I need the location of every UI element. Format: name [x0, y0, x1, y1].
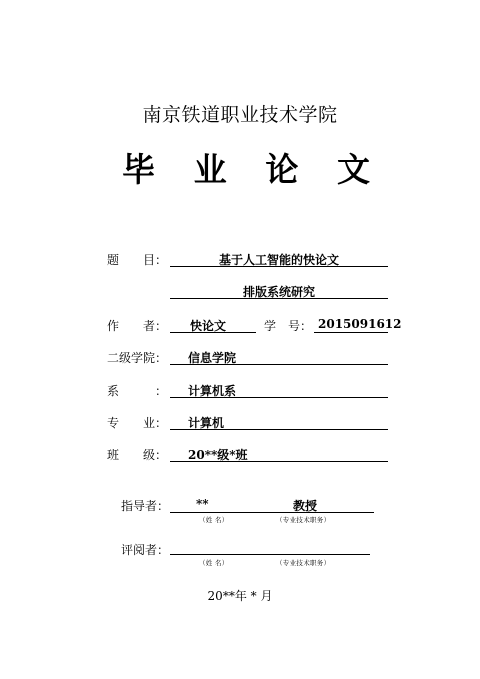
topic-line-1: 基于人工智能的快论文	[218, 253, 339, 267]
reviewer-label: 评阅者：	[121, 543, 170, 557]
reviewer-title-note: （专业技术职务）	[276, 559, 331, 567]
class-label: 班 级：	[107, 448, 168, 462]
topic-underline-2	[170, 298, 388, 299]
document-title	[122, 144, 370, 191]
reviewer-name-note: （姓 名）	[199, 559, 229, 567]
author-value: 快论文	[190, 319, 227, 333]
college-underline	[170, 364, 388, 365]
student-id-underline	[314, 332, 388, 333]
reviewer-underline	[170, 554, 370, 555]
advisor-title: 教授	[293, 499, 318, 513]
advisor-name-note: （姓 名）	[199, 516, 229, 524]
college-value: 信息学院	[188, 351, 237, 365]
title-char: 文	[336, 150, 370, 189]
student-id-label: 学 号：	[264, 319, 313, 333]
submission-date: 20**年 * 月	[207, 589, 273, 603]
major-underline	[170, 429, 388, 430]
topic-underline-1	[170, 266, 388, 267]
advisor-name: **	[196, 497, 209, 511]
student-id-value: 2015091612	[318, 317, 402, 331]
advisor-title-note: （专业技术职务）	[276, 516, 331, 524]
major-value: 计算机	[188, 416, 225, 430]
title-char: 论	[265, 150, 299, 189]
topic-label: 题 目：	[107, 253, 168, 267]
major-label: 专 业：	[107, 416, 168, 430]
department-label: 系 ：	[107, 384, 168, 398]
class-value: 20**级*班	[188, 448, 248, 462]
college-label: 二级学院：	[107, 351, 168, 365]
department-value: 计算机系	[188, 384, 237, 398]
advisor-underline	[170, 512, 374, 513]
author-underline	[170, 332, 256, 333]
title-char: 业	[193, 150, 227, 189]
title-char: 毕	[122, 150, 155, 189]
author-label: 作 者：	[107, 319, 168, 333]
school-name: 南京铁道职业技术学院	[142, 104, 338, 126]
class-underline	[170, 461, 388, 462]
department-underline	[170, 397, 388, 398]
advisor-label: 指导者：	[121, 499, 170, 513]
topic-line-2: 排版系统研究	[242, 285, 315, 299]
